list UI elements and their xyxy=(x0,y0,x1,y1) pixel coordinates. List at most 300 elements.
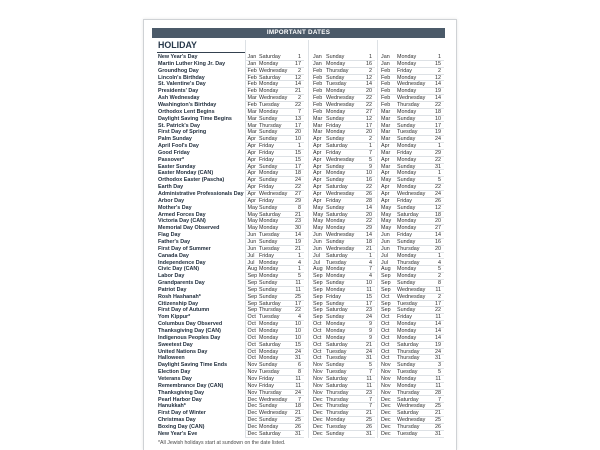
date-weekday: Monday xyxy=(397,375,417,382)
date-day: 7 xyxy=(369,149,372,156)
holiday-name: Armed Forces Day xyxy=(158,211,206,218)
date-month: Dec xyxy=(247,410,258,417)
date-month: Sep xyxy=(381,300,391,307)
date-day: 23 xyxy=(366,389,372,396)
date-weekday: Saturday xyxy=(326,184,348,191)
date-cell-col-2 xyxy=(312,177,375,184)
date-cell-col-1 xyxy=(246,116,304,123)
date-weekday: Sunday xyxy=(326,430,345,437)
date-cell-col-1 xyxy=(246,280,304,287)
date-weekday: Monday xyxy=(397,225,417,232)
date-weekday: Tuesday xyxy=(259,101,280,108)
holiday-name: Christmas Day xyxy=(158,417,196,424)
date-month: Mar xyxy=(247,129,257,136)
date-day: 12 xyxy=(366,74,372,81)
date-month: Apr xyxy=(381,143,390,150)
date-weekday: Thursday xyxy=(326,389,349,396)
date-day: 21 xyxy=(295,211,301,218)
date-weekday: Sunday xyxy=(259,362,278,369)
date-month: Sep xyxy=(247,273,258,280)
holiday-row xyxy=(144,191,456,198)
holiday-row xyxy=(144,184,456,191)
date-cell-col-1 xyxy=(246,431,304,438)
date-cell-col-1 xyxy=(246,335,304,342)
holiday-name: Indigenous Peoples Day xyxy=(158,334,221,341)
holiday-row xyxy=(144,417,456,424)
date-month: Feb xyxy=(381,101,391,108)
date-cell-col-1 xyxy=(246,239,304,246)
date-month: Oct xyxy=(247,334,256,341)
date-weekday: Monday xyxy=(397,156,417,163)
holiday-name: Memorial Day Observed xyxy=(158,225,220,232)
holiday-row xyxy=(144,205,456,212)
date-cell-col-1 xyxy=(246,218,304,225)
holiday-name: Daylight Saving Time Begins xyxy=(158,115,232,122)
date-weekday: Monday xyxy=(259,170,279,177)
date-weekday: Saturday xyxy=(259,74,281,81)
date-cell-col-1 xyxy=(246,95,304,102)
date-day: 28 xyxy=(435,389,441,396)
holiday-row xyxy=(144,246,456,253)
date-month: Apr xyxy=(313,156,322,163)
date-month: Mar xyxy=(247,95,257,102)
date-cell-col-3 xyxy=(380,218,444,225)
date-cell-col-2 xyxy=(312,397,375,404)
date-month: Dec xyxy=(247,396,258,403)
date-cell-col-2 xyxy=(312,191,375,198)
date-weekday: Sunday xyxy=(326,136,345,143)
date-weekday: Wednesday xyxy=(326,101,355,108)
date-weekday: Sunday xyxy=(397,307,416,314)
date-cell-col-1 xyxy=(246,294,304,301)
date-month: Oct xyxy=(247,328,256,334)
holiday-row xyxy=(144,129,456,136)
holiday-row xyxy=(144,136,456,143)
date-weekday: Monday xyxy=(397,88,417,95)
holiday-name: Washington's Birthday xyxy=(158,101,217,108)
date-weekday: Friday xyxy=(259,382,274,389)
date-month: Dec xyxy=(381,403,391,410)
date-weekday: Wednesday xyxy=(397,403,426,410)
date-weekday: Tuesday xyxy=(397,430,418,437)
date-month: Dec xyxy=(247,417,258,424)
date-month: Apr xyxy=(247,197,256,204)
date-day: 7 xyxy=(438,396,441,403)
date-weekday: Friday xyxy=(397,197,412,204)
date-weekday: Saturday xyxy=(259,430,281,437)
date-weekday: Saturday xyxy=(326,307,348,314)
holiday-name: Citizenship Day xyxy=(158,300,199,307)
date-cell-col-2 xyxy=(312,143,375,150)
date-day: 26 xyxy=(435,197,441,204)
holiday-name: Rosh Hashanah* xyxy=(158,293,201,300)
date-weekday: Tuesday xyxy=(326,259,347,266)
date-day: 9 xyxy=(369,163,372,170)
date-weekday: Tuesday xyxy=(397,369,418,376)
holiday-row xyxy=(144,239,456,246)
holiday-row xyxy=(144,143,456,150)
date-day: 8 xyxy=(298,204,301,211)
date-month: Sep xyxy=(381,307,391,314)
date-weekday: Sunday xyxy=(259,286,278,293)
date-weekday: Friday xyxy=(259,156,274,163)
date-cell-col-3 xyxy=(380,314,444,321)
date-weekday: Sunday xyxy=(326,280,345,287)
date-month: Oct xyxy=(313,348,322,355)
date-weekday: Thursday xyxy=(397,423,420,430)
holiday-name: Arbor Day xyxy=(158,197,185,204)
date-month: Sep xyxy=(313,314,323,321)
holiday-name: New Year's Eve xyxy=(158,430,198,437)
holiday-name: Thanksgiving Day xyxy=(158,389,205,396)
date-weekday: Wednesday xyxy=(397,81,426,88)
date-cell-col-3 xyxy=(380,431,444,438)
date-weekday: Friday xyxy=(326,293,341,300)
date-cell-col-2 xyxy=(312,170,375,177)
date-cell-col-2 xyxy=(312,307,375,314)
date-month: May xyxy=(381,177,392,184)
date-day: 21 xyxy=(295,245,301,252)
date-day: 22 xyxy=(435,156,441,163)
holiday-name: Ash Wednesday xyxy=(158,95,200,102)
date-day: 17 xyxy=(295,163,301,170)
date-cell-col-2 xyxy=(312,335,375,342)
date-month: Dec xyxy=(313,423,323,430)
date-day: 5 xyxy=(438,369,441,376)
holiday-row xyxy=(144,369,456,376)
holiday-row xyxy=(144,294,456,301)
date-day: 14 xyxy=(295,232,301,239)
date-cell-col-1 xyxy=(246,232,304,239)
date-weekday: Thursday xyxy=(326,410,349,417)
date-cell-col-3 xyxy=(380,170,444,177)
date-weekday: Friday xyxy=(259,149,274,156)
date-weekday: Monday xyxy=(397,321,417,328)
date-day: 5 xyxy=(369,156,372,163)
date-day: 14 xyxy=(435,328,441,334)
holiday-name: Victoria Day (CAN) xyxy=(158,218,206,225)
date-day: 14 xyxy=(366,232,372,239)
date-day: 11 xyxy=(295,375,301,382)
date-day: 25 xyxy=(435,403,441,410)
date-cell-col-1 xyxy=(246,328,304,335)
date-day: 20 xyxy=(435,245,441,252)
date-month: Jul xyxy=(247,259,255,266)
date-month: Feb xyxy=(313,88,323,95)
date-cell-col-2 xyxy=(312,198,375,205)
date-month: Apr xyxy=(247,156,256,163)
date-cell-col-3 xyxy=(380,273,444,280)
date-day: 20 xyxy=(435,218,441,225)
date-month: May xyxy=(313,225,324,232)
date-weekday: Thursday xyxy=(397,245,420,252)
date-month: Apr xyxy=(313,163,322,170)
date-cell-col-2 xyxy=(312,212,375,219)
date-cell-col-1 xyxy=(246,143,304,150)
section-title-underline xyxy=(157,52,245,53)
date-cell-col-1 xyxy=(246,355,304,362)
date-month: Nov xyxy=(381,375,391,382)
date-month: Oct xyxy=(381,321,390,328)
date-month: Jan xyxy=(313,54,322,60)
date-month: Oct xyxy=(381,355,390,362)
holiday-section-title: HOLIDAY xyxy=(158,40,197,51)
date-weekday: Wednesday xyxy=(259,95,288,102)
date-weekday: Monday xyxy=(326,170,346,177)
date-cell-col-2 xyxy=(312,355,375,362)
date-cell-col-1 xyxy=(246,68,304,75)
date-month: Apr xyxy=(313,197,322,204)
holiday-row xyxy=(144,81,456,88)
holiday-name: Grandparents Day xyxy=(158,280,205,287)
date-cell-col-3 xyxy=(380,198,444,205)
date-month: Oct xyxy=(313,328,322,334)
date-cell-col-3 xyxy=(380,424,444,431)
date-cell-col-2 xyxy=(312,116,375,123)
date-month: Jan xyxy=(381,54,390,60)
date-month: Jul xyxy=(313,259,320,266)
date-day: 1 xyxy=(438,143,441,150)
date-weekday: Saturday xyxy=(326,375,348,382)
date-day: 24 xyxy=(295,348,301,355)
date-day: 7 xyxy=(369,396,372,403)
date-month: Nov xyxy=(313,369,323,376)
date-day: 10 xyxy=(295,334,301,341)
holiday-name: Civic Day (CAN) xyxy=(158,266,200,273)
date-cell-col-3 xyxy=(380,260,444,267)
date-cell-col-3 xyxy=(380,157,444,164)
holiday-name: Easter Sunday xyxy=(158,163,196,170)
date-weekday: Monday xyxy=(259,259,279,266)
date-day: 22 xyxy=(295,307,301,314)
holiday-name: Orthodox Lent Begins xyxy=(158,108,215,115)
date-month: Apr xyxy=(247,149,256,156)
date-month: Apr xyxy=(381,191,390,197)
date-day: 21 xyxy=(295,88,301,95)
holiday-name: Halloween xyxy=(158,355,185,362)
date-day: 11 xyxy=(435,314,441,321)
date-day: 1 xyxy=(438,170,441,177)
date-day: 31 xyxy=(366,355,372,362)
date-day: 18 xyxy=(295,403,301,410)
date-month: Aug xyxy=(313,266,323,273)
date-cell-col-2 xyxy=(312,218,375,225)
holiday-name: Canada Day xyxy=(158,252,189,259)
date-weekday: Sunday xyxy=(259,136,278,143)
date-weekday: Monday xyxy=(397,382,417,389)
date-cell-col-3 xyxy=(380,403,444,410)
date-cell-col-3 xyxy=(380,184,444,191)
date-cell-col-3 xyxy=(380,191,444,198)
date-day: 24 xyxy=(366,314,372,321)
date-day: 15 xyxy=(295,341,301,348)
date-cell-col-2 xyxy=(312,410,375,417)
date-day: 4 xyxy=(298,314,301,321)
date-cell-col-2 xyxy=(312,369,375,376)
date-month: Sep xyxy=(313,300,323,307)
date-weekday: Monday xyxy=(397,252,417,259)
date-month: Dec xyxy=(313,417,323,424)
date-weekday: Monday xyxy=(326,88,346,95)
date-day: 1 xyxy=(369,54,372,60)
date-day: 5 xyxy=(369,362,372,369)
date-cell-col-2 xyxy=(312,328,375,335)
holiday-row xyxy=(144,390,456,397)
holiday-row xyxy=(144,273,456,280)
holiday-name: Yom Kippur* xyxy=(158,314,191,321)
date-cell-col-2 xyxy=(312,266,375,273)
header-bar xyxy=(152,28,445,38)
date-cell-col-3 xyxy=(380,81,444,88)
date-month: Nov xyxy=(313,375,323,382)
holiday-row xyxy=(144,342,456,349)
date-weekday: Friday xyxy=(397,314,412,321)
date-cell-col-3 xyxy=(380,321,444,328)
date-weekday: Thursday xyxy=(397,101,420,108)
date-weekday: Sunday xyxy=(259,293,278,300)
date-cell-col-2 xyxy=(312,253,375,260)
date-month: May xyxy=(381,225,392,232)
date-cell-col-3 xyxy=(380,61,444,68)
date-day: 26 xyxy=(366,423,372,430)
date-day: 8 xyxy=(298,369,301,376)
holiday-name: Veterans Day xyxy=(158,375,192,382)
date-day: 4 xyxy=(438,259,441,266)
date-weekday: Monday xyxy=(259,225,279,232)
holiday-row xyxy=(144,102,456,109)
date-day: 22 xyxy=(435,307,441,314)
holiday-name: Columbus Day Observed xyxy=(158,321,223,328)
date-day: 1 xyxy=(369,252,372,259)
date-weekday: Wednesday xyxy=(397,417,426,424)
date-cell-col-2 xyxy=(312,246,375,253)
date-cell-col-1 xyxy=(246,424,304,431)
holiday-name: First Day of Spring xyxy=(158,129,207,136)
date-day: 15 xyxy=(295,156,301,163)
date-weekday: Monday xyxy=(326,108,346,115)
date-cell-col-1 xyxy=(246,273,304,280)
date-day: 25 xyxy=(435,417,441,424)
date-weekday: Saturday xyxy=(326,143,348,150)
date-weekday: Monday xyxy=(326,334,346,341)
date-cell-col-2 xyxy=(312,321,375,328)
date-cell-col-1 xyxy=(246,191,304,198)
date-cell-col-3 xyxy=(380,376,444,383)
date-day: 4 xyxy=(298,259,301,266)
date-day: 19 xyxy=(295,238,301,245)
date-day: 6 xyxy=(298,362,301,369)
date-cell-col-2 xyxy=(312,342,375,349)
holiday-name: Administrative Professionals Day xyxy=(158,191,244,197)
date-weekday: Wednesday xyxy=(259,191,288,197)
holiday-name: Patriot Day xyxy=(158,286,187,293)
date-day: 29 xyxy=(295,197,301,204)
date-month: Oct xyxy=(247,314,256,321)
date-month: May xyxy=(313,211,324,218)
date-day: 5 xyxy=(438,266,441,273)
date-day: 17 xyxy=(366,300,372,307)
date-day: 10 xyxy=(295,136,301,143)
date-cell-col-3 xyxy=(380,164,444,171)
date-cell-col-1 xyxy=(246,301,304,308)
date-day: 3 xyxy=(438,362,441,369)
date-weekday: Wednesday xyxy=(259,67,288,74)
holiday-row xyxy=(144,314,456,321)
date-day: 10 xyxy=(295,321,301,328)
date-cell-col-1 xyxy=(246,61,304,68)
date-day: 15 xyxy=(366,293,372,300)
date-month: Sep xyxy=(247,300,258,307)
holiday-row xyxy=(144,54,456,61)
date-cell-col-1 xyxy=(246,102,304,109)
holiday-row xyxy=(144,109,456,116)
date-month: Feb xyxy=(381,74,391,81)
date-month: Dec xyxy=(381,423,391,430)
holiday-row xyxy=(144,431,456,438)
date-cell-col-3 xyxy=(380,68,444,75)
date-cell-col-1 xyxy=(246,287,304,294)
date-month: Apr xyxy=(313,143,322,150)
date-month: Mar xyxy=(381,149,391,156)
date-weekday: Sunday xyxy=(326,300,345,307)
date-month: Oct xyxy=(381,334,390,341)
date-month: Mar xyxy=(247,108,257,115)
date-cell-col-3 xyxy=(380,328,444,335)
date-cell-col-3 xyxy=(380,349,444,356)
date-day: 20 xyxy=(366,211,372,218)
date-weekday: Monday xyxy=(326,328,346,334)
holiday-row xyxy=(144,362,456,369)
date-month: Feb xyxy=(381,95,391,102)
date-weekday: Thursday xyxy=(326,396,349,403)
holiday-row xyxy=(144,218,456,225)
date-day: 10 xyxy=(366,280,372,287)
date-cell-col-1 xyxy=(246,260,304,267)
date-weekday: Monday xyxy=(326,417,346,424)
date-weekday: Sunday xyxy=(326,54,345,60)
date-cell-col-1 xyxy=(246,88,304,95)
holiday-row xyxy=(144,232,456,239)
date-month: Feb xyxy=(313,95,323,102)
date-cell-col-1 xyxy=(246,390,304,397)
date-month: Jan xyxy=(247,60,257,67)
date-weekday: Sunday xyxy=(259,204,278,211)
date-cell-col-2 xyxy=(312,184,375,191)
holiday-row xyxy=(144,88,456,95)
holiday-name: Groundhog Day xyxy=(158,67,199,74)
date-day: 16 xyxy=(366,60,372,67)
date-month: Dec xyxy=(247,430,258,437)
date-day: 16 xyxy=(366,177,372,184)
date-cell-col-3 xyxy=(380,383,444,390)
date-day: 26 xyxy=(366,191,372,197)
date-day: 10 xyxy=(366,170,372,177)
holiday-row xyxy=(144,424,456,431)
date-month: Jun xyxy=(381,238,390,245)
date-weekday: Friday xyxy=(397,232,412,239)
date-day: 11 xyxy=(435,375,441,382)
holiday-row xyxy=(144,177,456,184)
date-cell-col-3 xyxy=(380,143,444,150)
date-cell-col-2 xyxy=(312,205,375,212)
holiday-name: First Day of Autumn xyxy=(158,307,210,314)
date-day: 31 xyxy=(295,430,301,437)
holiday-row xyxy=(144,95,456,102)
date-month: May xyxy=(247,218,258,225)
date-month: Mar xyxy=(381,122,391,129)
date-month: May xyxy=(381,218,392,225)
holiday-row xyxy=(144,397,456,404)
